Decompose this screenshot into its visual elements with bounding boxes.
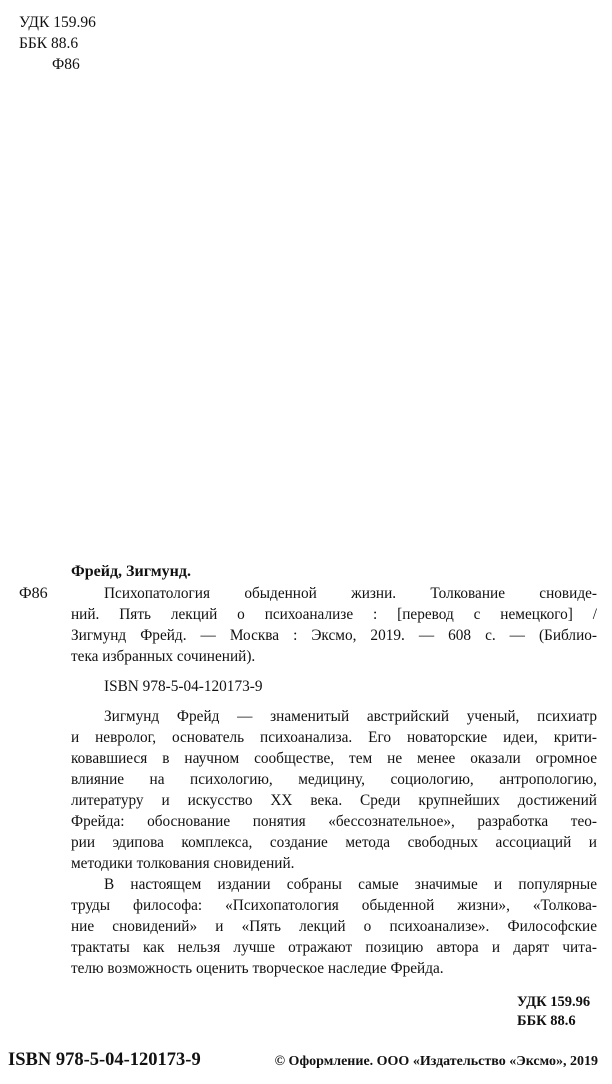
annotation-line: и невролог, основатель психоанализа. Его новаторские идеи, крити- <box>71 729 597 746</box>
biblio-line: Зигмунд Фрейд. — Москва : Эксмо, 2019. — 608 с. — (Библио- <box>71 627 597 644</box>
bibliographic-description <box>71 583 597 667</box>
bbk-code: ББК 88.6 <box>19 35 79 52</box>
classification-codes-bottom <box>517 993 597 1031</box>
isbn-entry: ISBN 978-5-04-120173-9 <box>104 678 263 695</box>
udk-code: УДК 159.96 <box>19 14 96 31</box>
annotation-paragraph-2 <box>71 874 597 979</box>
author-heading: Фрейд, Зигмунд. <box>71 563 191 580</box>
copyright-notice: © Оформление. ООО «Издательство «Эксмо», 2019 <box>274 1054 598 1069</box>
bbk-code-bottom: ББК 88.6 <box>517 1013 576 1029</box>
shelf-mark: Ф86 <box>19 585 48 602</box>
author-sign: Ф86 <box>52 56 80 73</box>
annotation-line: методики толкования сновидений. <box>71 855 295 872</box>
udk-code-bottom: УДК 159.96 <box>517 994 591 1010</box>
annotation-line: рии эдипова комплекса, создание метода свободных ассоциаций и <box>71 834 597 851</box>
annotation-line: влияние на психологию, медицину, социологию, антропологию, <box>71 771 597 788</box>
annotation-line: трактаты как нельзя лучше отражают позицию автора и дарят чита- <box>71 939 597 956</box>
annotation-line: ние сновидений» и «Пять лекций о психоанализе». Философские <box>71 918 597 935</box>
footer-isbn: ISBN 978-5-04-120173-9 <box>8 1050 201 1070</box>
biblio-line: Психопатология обыденной жизни. Толкование сновиде- <box>104 585 597 602</box>
biblio-line: тека избранных сочинений). <box>71 648 256 665</box>
classification-codes-top <box>19 12 96 75</box>
biblio-line: ний. Пять лекций о психоанализе : [перевод с немецкого] / <box>71 606 597 623</box>
annotation-line: Фрейда: обоснование понятия «бессознательное», разработка тео- <box>71 813 597 830</box>
annotation-line: Зигмунд Фрейд — знаменитый австрийский ученый, психиатр <box>104 708 597 725</box>
annotation-line: труды философа: «Психопатология обыденной жизни», «Толкова- <box>71 897 597 914</box>
annotation-line: телю возможность оценить творческое наследие Фрейда. <box>71 960 444 977</box>
annotation-line: В настоящем издании собраны самые значимые и популярные <box>104 876 597 893</box>
annotation-paragraph-1 <box>71 706 597 874</box>
annotation-line: ковавшиеся в научном сообществе, тем не менее оказали огромное <box>71 750 597 767</box>
annotation-line: литературу и искусство XX века. Среди крупнейших достижений <box>71 792 597 809</box>
